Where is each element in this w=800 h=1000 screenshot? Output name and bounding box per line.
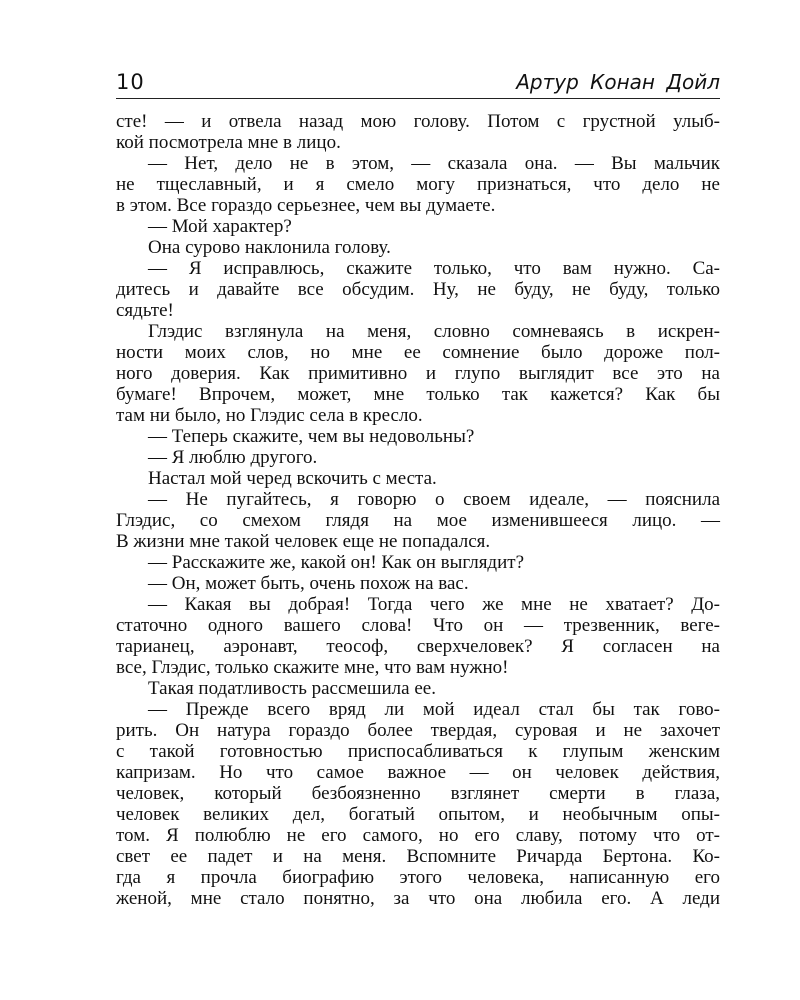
text-line: не тщеславный, и я смело могу признаться, что дело не (116, 174, 720, 195)
text-line: Она сурово наклонила голову. (148, 237, 391, 258)
text-line: капризам. Но что самое важное — он человек действия, (116, 762, 720, 783)
text-line: в этом. Все гораздо серьезнее, чем вы думаете. (116, 195, 496, 216)
text-line: ности моих слов, но мне ее сомнение было дороже пол- (116, 342, 720, 363)
author-name: Артур Конан Дойл (516, 70, 720, 94)
book-page (116, 66, 720, 909)
text-line: сте! — и отвела назад мою голову. Потом с грустной улыб- (116, 111, 720, 132)
text-line: гда я прочла биографию этого человека, написанную его (116, 867, 720, 888)
page-body-text (116, 111, 720, 909)
text-line: кой посмотрела мне в лицо. (116, 132, 341, 153)
text-line: — Не пугайтесь, я говорю о своем идеале, — пояснила (148, 489, 720, 510)
text-line: сядьте! (116, 300, 174, 321)
text-line: все, Глэдис, только скажите мне, что вам нужно! (116, 657, 509, 678)
text-line: — Я исправлюсь, скажите только, что вам нужно. Са- (148, 258, 720, 279)
text-line: — Расскажите же, какой он! Как он выглядит? (148, 552, 525, 573)
running-header (116, 66, 720, 99)
text-line: человек, который безбоязненно взглянет смерти в глаза, (116, 783, 720, 804)
text-line: — Теперь скажите, чем вы недовольны? (148, 426, 475, 447)
text-line: Настал мой черед вскочить с места. (148, 468, 437, 489)
text-line: — Он, может быть, очень похож на вас. (148, 573, 469, 594)
text-line: Глэдис, со смехом глядя на мое изменившееся лицо. — (116, 510, 720, 531)
text-line: рить. Он натура гораздо более твердая, суровая и не захочет (116, 720, 720, 741)
text-line: там ни было, но Глэдис села в кресло. (116, 405, 423, 426)
text-line: ного доверия. Как примитивно и глупо выглядит все это на (116, 363, 720, 384)
text-line: женой, мне стало понятно, за что она любила его. А леди (116, 888, 720, 909)
text-line: В жизни мне такой человек еще не попадался. (116, 531, 491, 552)
text-line: дитесь и давайте все обсудим. Ну, не буду, не буду, только (116, 279, 720, 300)
text-line: том. Я полюблю не его самого, но его славу, потому что от- (116, 825, 720, 846)
text-line: Такая податливость рассмешила ее. (148, 678, 436, 699)
text-line: — Я люблю другого. (148, 447, 318, 468)
text-line: — Нет, дело не в этом, — сказала она. — Вы мальчик (148, 153, 720, 174)
text-line: — Мой характер? (148, 216, 292, 237)
text-line: бумаге! Впрочем, может, мне только так кажется? Как бы (116, 384, 720, 405)
text-line: статочно одного вашего слова! Что он — трезвенник, веге- (116, 615, 720, 636)
text-line: человек великих дел, богатый опытом, и необычным опы- (116, 804, 720, 825)
text-line: свет ее падет и на меня. Вспомните Ричарда Бертона. Ко- (116, 846, 720, 867)
text-line: Глэдис взглянула на меня, словно сомневаясь в искрен- (148, 321, 720, 342)
text-line: — Прежде всего вряд ли мой идеал стал бы так гово- (148, 699, 720, 720)
text-line: — Какая вы добрая! Тогда чего же мне не хватает? До- (148, 594, 720, 615)
page-number: 10 (116, 70, 145, 94)
text-line: тарианец, аэронавт, теософ, сверхчеловек? Я согласен на (116, 636, 720, 657)
text-line: с такой готовностью приспосабливаться к глупым женским (116, 741, 720, 762)
